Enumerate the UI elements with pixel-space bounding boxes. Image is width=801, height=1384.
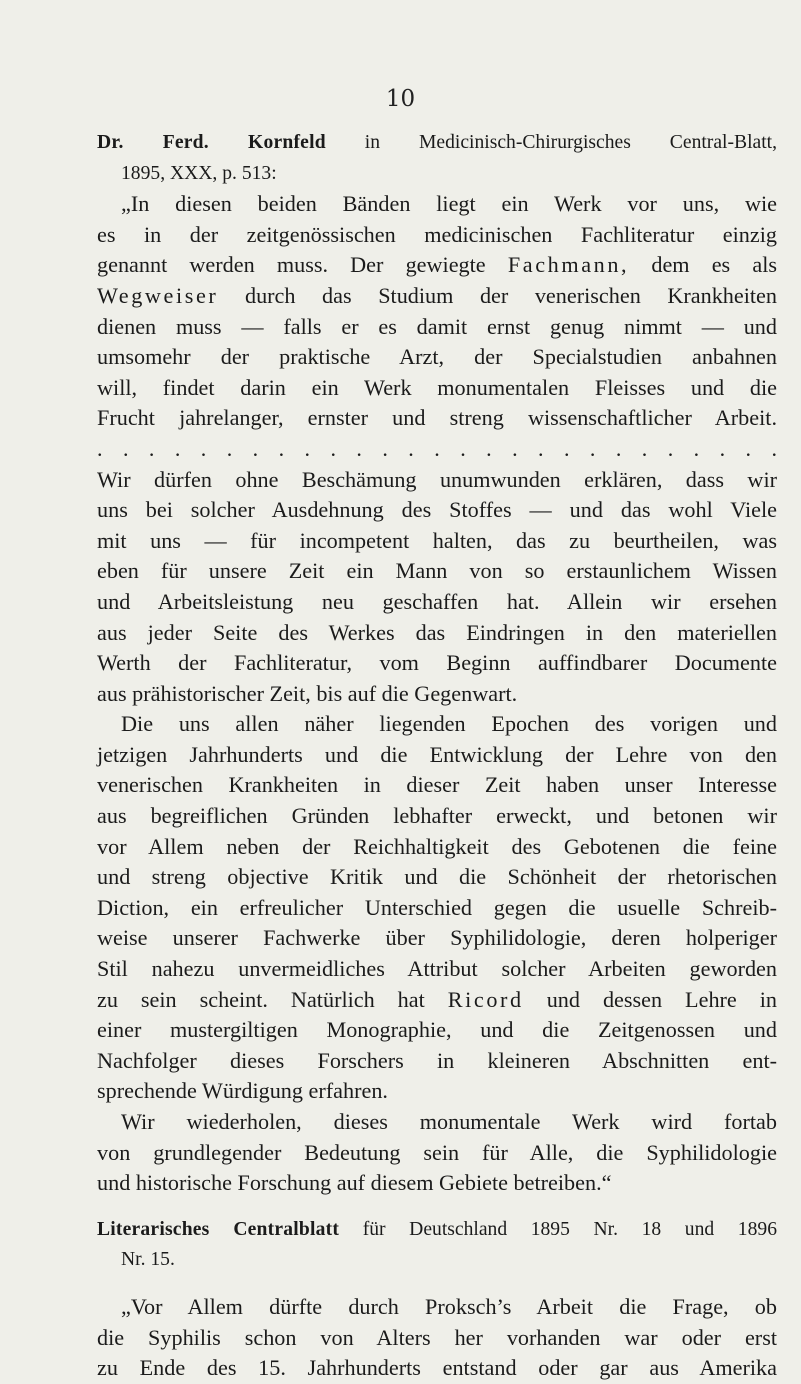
quote-line: und Arbeitsleistung neu geschaffen hat. Allein wir ersehen — [97, 588, 777, 614]
quote-line: uns bei solcher Ausdehnung des Stoffes — und das wohl Viele — [97, 497, 777, 523]
quote-line: Stil nahezu unvermeidliches Attribut solcher Arbeiten geworden — [97, 956, 777, 982]
quote-line: Diction, ein erfreulicher Unterschied gegen die usuelle Schreib- — [97, 894, 777, 920]
section-gap — [97, 1199, 777, 1215]
quote-line: weise unserer Fachwerke über Syphilidologie, deren holperiger — [97, 925, 777, 951]
quote-line: die Syphilis schon von Alters her vorhanden war oder erst — [97, 1324, 777, 1350]
quote-line: aus begreiflichen Gründen lebhafter erweckt, und betonen wir — [97, 803, 777, 829]
quote-line: jetzigen Jahrhunderts und die Entwicklung der Lehre von den — [97, 741, 777, 767]
quote-line: Wir wiederholen, dieses monumentale Werk wird fortab — [121, 1109, 777, 1134]
emphasis-text: Fachmann, — [507, 252, 630, 278]
quote-line: mit uns — für incompetent halten, das zu beurtheilen, was — [97, 527, 777, 553]
quote-line: venerischen Krankheiten in dieser Zeit haben unser Interesse — [97, 772, 777, 798]
citation-kornfeld — [97, 128, 777, 159]
citation-source-details: für Deutschland 1895 Nr. 18 und 1896 — [362, 1218, 777, 1240]
quote-line: aus jeder Seite des Werkes das Eindringen in den materiellen — [97, 619, 777, 645]
quote-line: vor Allem neben der Reichhaltigkeit des Gebotenen die feine — [97, 833, 777, 859]
quote-line: „Vor Allem dürfte durch Proksch’s Arbeit die Frage, ob — [121, 1293, 777, 1319]
quote-line: umsomehr der praktische Arzt, der Specialstudien anbahnen — [97, 344, 777, 370]
quote-text: und dessen Lehre in — [546, 986, 777, 1012]
citation-journal: in Medicinisch-Chirurgisches Central-Blatt, — [364, 132, 777, 153]
quote-line: „In diesen beiden Bänden liegt ein Werk vor uns, wie — [121, 191, 777, 217]
quote-text: genannt werden muss. Der gewiegte — [97, 252, 486, 278]
quote-line — [97, 250, 777, 281]
quote-line — [97, 985, 777, 1016]
citation-details: 1895, XXX, p. 513: — [121, 162, 277, 184]
section-gap — [97, 1276, 777, 1292]
citation-author: Dr. Ferd. Kornfeld — [97, 132, 326, 153]
quote-line: Nachfolger dieses Forschers in kleineren Abschnitten ent- — [97, 1047, 777, 1073]
quote-line: sprechende Würdigung erfahren. — [97, 1078, 388, 1104]
quote-line: und streng objective Kritik und die Schönheit der rhetorischen — [97, 864, 777, 890]
page-text — [97, 128, 777, 1384]
quote-line: zu Ende des 15. Jahrhunderts entstand oder gar aus Amerika — [97, 1355, 777, 1381]
quote-line: es in der zeitgenössischen medicinischen Fachliteratur einzig — [97, 221, 777, 247]
quote-line: eben für unsere Zeit ein Mann von so erstaunlichem Wissen — [97, 558, 777, 584]
quote-line: dienen muss — falls er es damit ernst genug nimmt — und — [97, 313, 777, 339]
quote-line: aus prähistorischer Zeit, bis auf die Gegenwart. — [97, 680, 518, 706]
emphasis-text: Ricord — [447, 986, 524, 1012]
citation-source: Literarisches Centralblatt — [97, 1218, 340, 1240]
quote-line — [97, 281, 777, 312]
citation-literarisches — [97, 1215, 777, 1246]
quote-text: dem es als — [651, 252, 777, 278]
quote-line: und historische Forschung auf diesem Gebiete betreiben.“ — [97, 1170, 612, 1196]
page-number: 10 — [385, 86, 416, 112]
quote-line: einer mustergiltigen Monographie, und die Zeitgenossen und — [97, 1017, 777, 1043]
quote-line: Werth der Fachliteratur, vom Beginn auffindbarer Documente — [97, 650, 777, 676]
quote-text: zu sein scheint. Natürlich hat — [97, 986, 425, 1012]
quote-line: Wir dürfen ohne Beschämung unumwunden erklären, dass wir — [97, 466, 777, 492]
quote-line: von grundlegender Bedeutung sein für Alle, die Syphilidologie — [97, 1139, 777, 1165]
citation-source-details-2: Nr. 15. — [121, 1249, 175, 1271]
quote-text: durch das Studium der venerischen Krankheiten — [244, 282, 778, 308]
quote-line: Frucht jahrelanger, ernster und streng wissenschaftlicher Arbeit. — [97, 405, 777, 431]
quote-line: Die uns allen näher liegenden Epochen des vorigen und — [121, 711, 777, 737]
emphasis-text: Wegweiser — [97, 282, 219, 308]
ellipsis-dots: . . . . . . . . . . . . . . . . . . . . . . . . . . . — [97, 435, 777, 461]
quote-line: will, findet darin ein Werk monumentalen Fleisses und die — [97, 374, 777, 400]
